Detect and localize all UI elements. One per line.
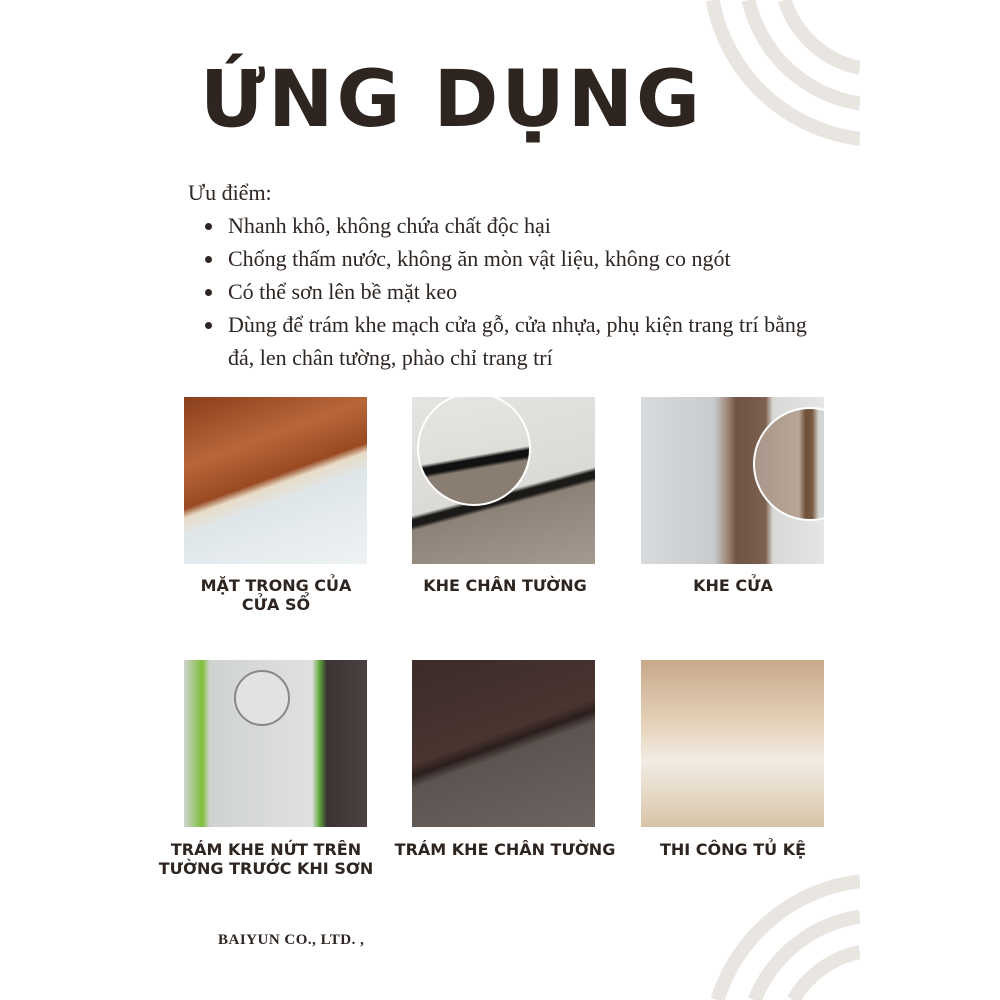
photo-window-frame (184, 397, 367, 564)
list-item: Dùng để trám khe mạch cửa gỗ, cửa nhựa, phụ kiện trang trí bằng đá, len chân tường, phào chỉ trang trí (228, 308, 808, 374)
list-item: Chống thấm nước, không ăn mòn vật liệu, không co ngót (228, 242, 808, 275)
photo-floor-baseboard (412, 660, 595, 827)
caption-door: KHE CỬA (693, 576, 773, 595)
list-item: Có thể sơn lên bề mặt keo (228, 275, 808, 308)
photo-baseboard-gap (412, 397, 595, 564)
photo-door-gap (641, 397, 824, 564)
company-name: BAIYUN CO., LTD. , (218, 932, 365, 948)
photo-wall-crack (184, 660, 367, 827)
caption-baseboard: KHE CHÂN TƯỜNG (423, 576, 587, 595)
advantages-list (188, 209, 808, 374)
zoom-circle (234, 670, 290, 726)
caption-wall-crack: TRÁM KHE NỨT TRÊN TƯỜNG TRƯỚC KHI SƠN (158, 840, 374, 878)
caption-floor-baseboard: TRÁM KHE CHÂN TƯỜNG (394, 840, 616, 859)
zoom-circle (753, 407, 824, 521)
photo-cabinet (641, 660, 824, 827)
caption-cabinet: THI CÔNG TỦ KỆ (659, 840, 807, 859)
list-item: Nhanh khô, không chứa chất độc hại (228, 209, 808, 242)
zoom-circle (417, 397, 531, 506)
page-title: ỨNG DỤNG (200, 55, 704, 145)
advantages-section (188, 176, 808, 374)
advantages-heading: Ưu điểm: (188, 180, 272, 205)
decorative-arcs-top (690, 0, 860, 160)
decorative-arcs-bottom (690, 860, 860, 1000)
caption-window: MẶT TRONG CỦA CỬA SỔ (200, 576, 352, 614)
